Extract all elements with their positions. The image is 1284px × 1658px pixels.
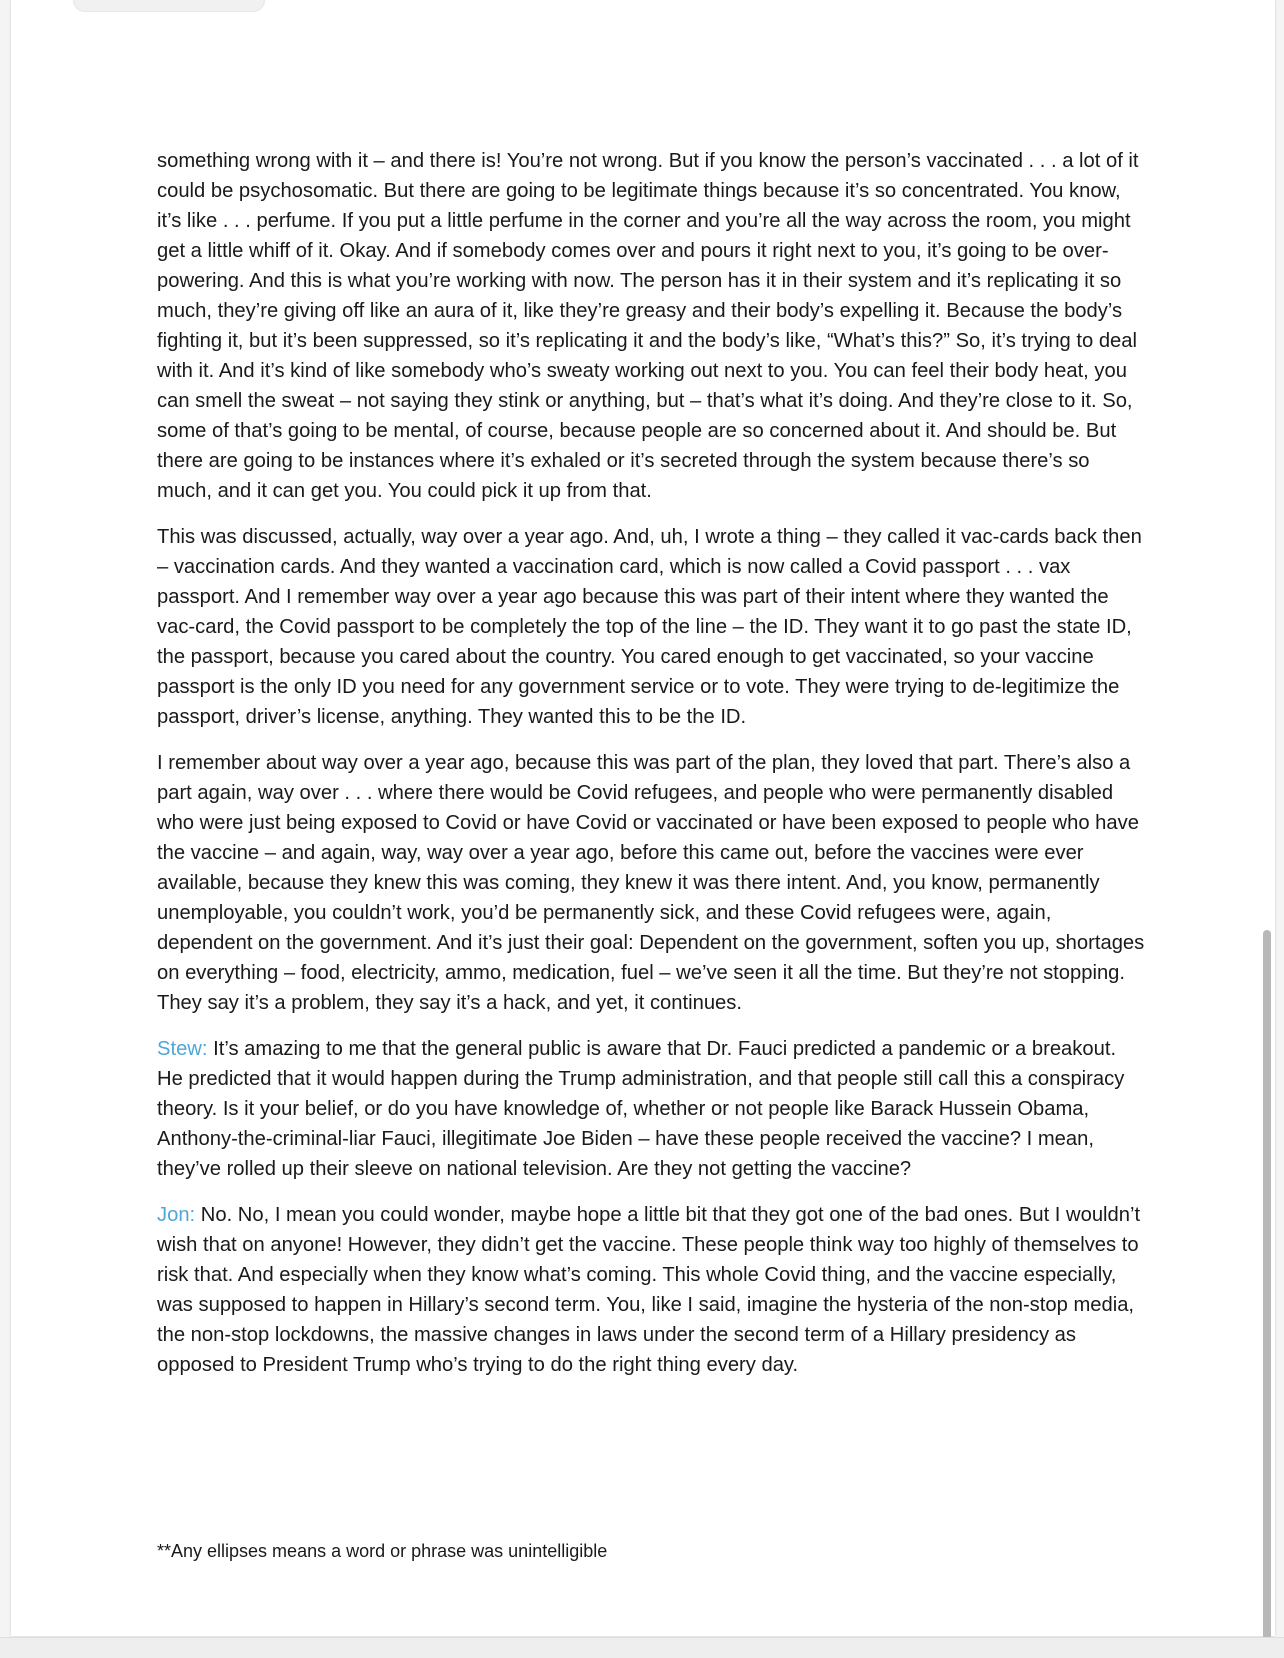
paragraph [157,146,1147,506]
paragraph-text: This was discussed, actually, way over a year ago. And, uh, I wrote a thing – they called it vac-cards back then – vaccination cards. And they wanted a vaccination card, which is now called a Covid passport . . . vax passport. And I remember way over a year ago because this was part of their intent where they wanted the vac-card, the Covid passport to be completely the top of the line – the ID. They want it to go past the state ID, the passport, because you cared about the country. You cared enough to get vaccinated, so your vaccine passport is the only ID you need for any government service or to vote. They were trying to de-legitimize the passport, driver’s license, anything. They wanted this to be the ID. [157,526,1142,728]
paragraph-text: something wrong with it – and there is! You’re not wrong. But if you know the person’s vaccinated . . . a lot of it could be psychosomatic. But there are going to be legitimate things because it’s so concentrated. You know, it’s like . . . perfume. If you put a little perfume in the corner and you’re all the way across the room, you might get a little whiff of it. Okay. And if somebody comes over and pours it right next to you, it’s going to be over-powering. And this is what you’re working with now. The person has it in their system and it’s replicating it so much, they’re giving off like an aura of it, like they’re greasy and their body’s expelling it. Because the body’s fighting it, but it’s been suppressed, so it’s replicating it and the body’s like, “What’s this?” So, it’s trying to deal with it. And it’s kind of like somebody who’s sweaty working out next to you. You can feel their body heat, you can smell the sweat – not saying they stink or anything, but – that’s what it’s doing. And they’re close to it. So, some of that’s going to be mental, of course, because people are so concerned about it. And should be. But there are going to be instances where it’s exhaled or it’s secreted through the system because there’s so much, and it can get you. You could pick it up from that. [157,150,1139,502]
paragraph [157,522,1147,732]
paragraph-stew [157,1034,1147,1184]
paragraph-text: No. No, I mean you could wonder, maybe hope a little bit that they got one of the bad ones. But I wouldn’t wish that on anyone! However, they didn’t get the vaccine. These people think way too highly of themselves to risk that. And especially when they know what’s coming. This whole Covid thing, and the vaccine especially, was supposed to happen in Hillary’s second term. You, like I said, imagine the hysteria of the non-stop media, the non-stop lockdowns, the massive changes in laws under the second term of a Hillary presidency as opposed to President Trump who’s trying to do the right thing every day. [157,1204,1141,1376]
paragraph-text: I remember about way over a year ago, because this was part of the plan, they loved that part. There’s also a part again, way over . . . where there would be Covid refugees, and people who were permanently disabled who were just being exposed to Covid or have Covid or vaccinated or have been exposed to people who have the vaccine – and again, way, way over a year ago, before this came out, before the vaccines were ever available, because they knew this was coming, they knew it was there intent. And, you know, permanently unemployable, you couldn’t work, you’d be permanently sick, and these Covid refugees were, again, dependent on the government. And it’s just their goal: Dependent on the government, soften you up, shortages on everything – food, electricity, ammo, medication, fuel – we’ve seen it all the time. But they’re not stopping. They say it’s a problem, they say it’s a hack, and yet, it continues. [157,752,1145,1014]
footnote: **Any ellipses means a word or phrase was unintelligible [157,1541,608,1561]
bottom-bar [0,1637,1284,1658]
speaker-label: Stew: [157,1038,208,1060]
document-body [157,146,1147,1396]
document-page [11,0,1275,1636]
speaker-label: Jon: [157,1204,196,1226]
scrollbar-thumb[interactable] [1263,930,1271,1658]
paragraph-jon [157,1200,1147,1380]
page-header-pill [73,0,265,12]
paragraph-text: It’s amazing to me that the general public is aware that Dr. Fauci predicted a pandemic or a breakout. He predicted that it would happen during the Trump administration, and that people still call this a conspiracy theory. Is it your belief, or do you have knowledge of, whether or not people like Barack Hussein Obama, Anthony-the-criminal-liar Fauci, illegitimate Joe Biden – have these people received the vaccine? I mean, they’ve rolled up their sleeve on national television. Are they not getting the vaccine? [157,1038,1125,1180]
paragraph [157,748,1147,1018]
